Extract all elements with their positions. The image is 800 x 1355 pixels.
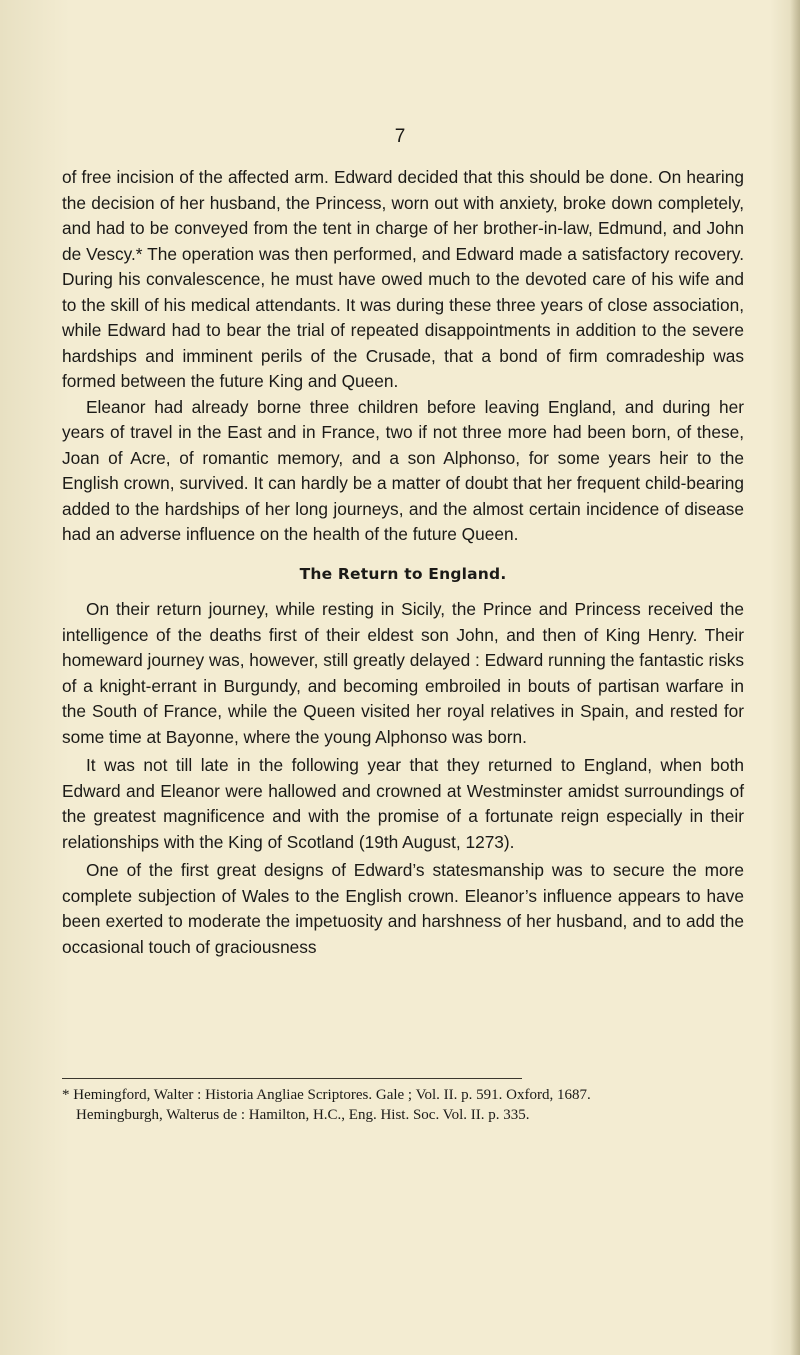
section-heading: The Return to England. <box>299 564 507 583</box>
footnotes <box>62 1085 752 1125</box>
footnote-line-2: Hemingburgh, Walterus de : Hamilton, H.C., Eng. Hist. Soc. Vol. II. p. 335. <box>76 1107 530 1123</box>
body-text <box>62 165 744 960</box>
footnote-divider <box>62 1078 522 1079</box>
page-number: 7 <box>394 126 406 147</box>
section-paragraph-3: One of the first great designs of Edward’s statesmanship was to secure the more complete subjection of Wales to the English crown. Eleanor’s influence appears to have been exerted to moderate the impetuosity and harshness of her husband, and to add the occasional touch of graciousness <box>62 860 744 957</box>
section-paragraph-1: On their return journey, while resting in Sicily, the Prince and Princess received the intelligence of the deaths first of their eldest son John, and then of King Henry. Their homeward journey was, however, still greatly delayed : Edward running the fantastic risks of a knight-errant in Burgundy, and becoming embroiled in bouts of partisan warfare in the South of France, while the Queen visited her royal relatives in Spain, and rested for some time at Bayonne, where the young Alphonso was born. <box>62 599 744 747</box>
section-paragraph-2: It was not till late in the following year that they returned to England, when both Edward and Eleanor were hallowed and crowned at Westminster amidst surroundings of the greatest magnificence and with the promise of a fortunate reign especially in their relationships with the King of Scotland (19th August, 1273). <box>62 755 744 852</box>
page-edge-shadow <box>790 0 800 1355</box>
footnote-line-1: * Hemingford, Walter : Historia Angliae Scriptores. Gale ; Vol. II. p. 591. Oxford, 1687. <box>62 1087 591 1103</box>
paragraph-2: Eleanor had already borne three children before leaving England, and during her years of travel in the East and in France, two if not three more had been born, of these, Joan of Acre, of romantic memory, and a son Alphonso, for some years heir to the English crown, survived. It can hardly be a matter of doubt that her frequent child-bearing added to the hardships of her long journeys, and the almost certain incidence of disease had an adverse influence on the health of the future Queen. <box>62 396 744 544</box>
paragraph-1: of free incision of the affected arm. Edward decided that this should be done. On hearing the decision of her husband, the Princess, worn out with anxiety, broke down completely, and had to be conveyed from the tent in charge of her brother-in-law, Edmund, and John de Vescy.* The operation was then performed, and Edward made a satisfactory recovery. During his convalescence, he must have owed much to the devoted care of his wife and to the skill of his medical attendants. It was during these three years of close association, while Edward had to bear the trial of repeated disappointments in addition to the severe hardships and imminent perils of the Crusade, that a bond of firm comradeship was formed between the future King and Queen. <box>62 167 744 391</box>
